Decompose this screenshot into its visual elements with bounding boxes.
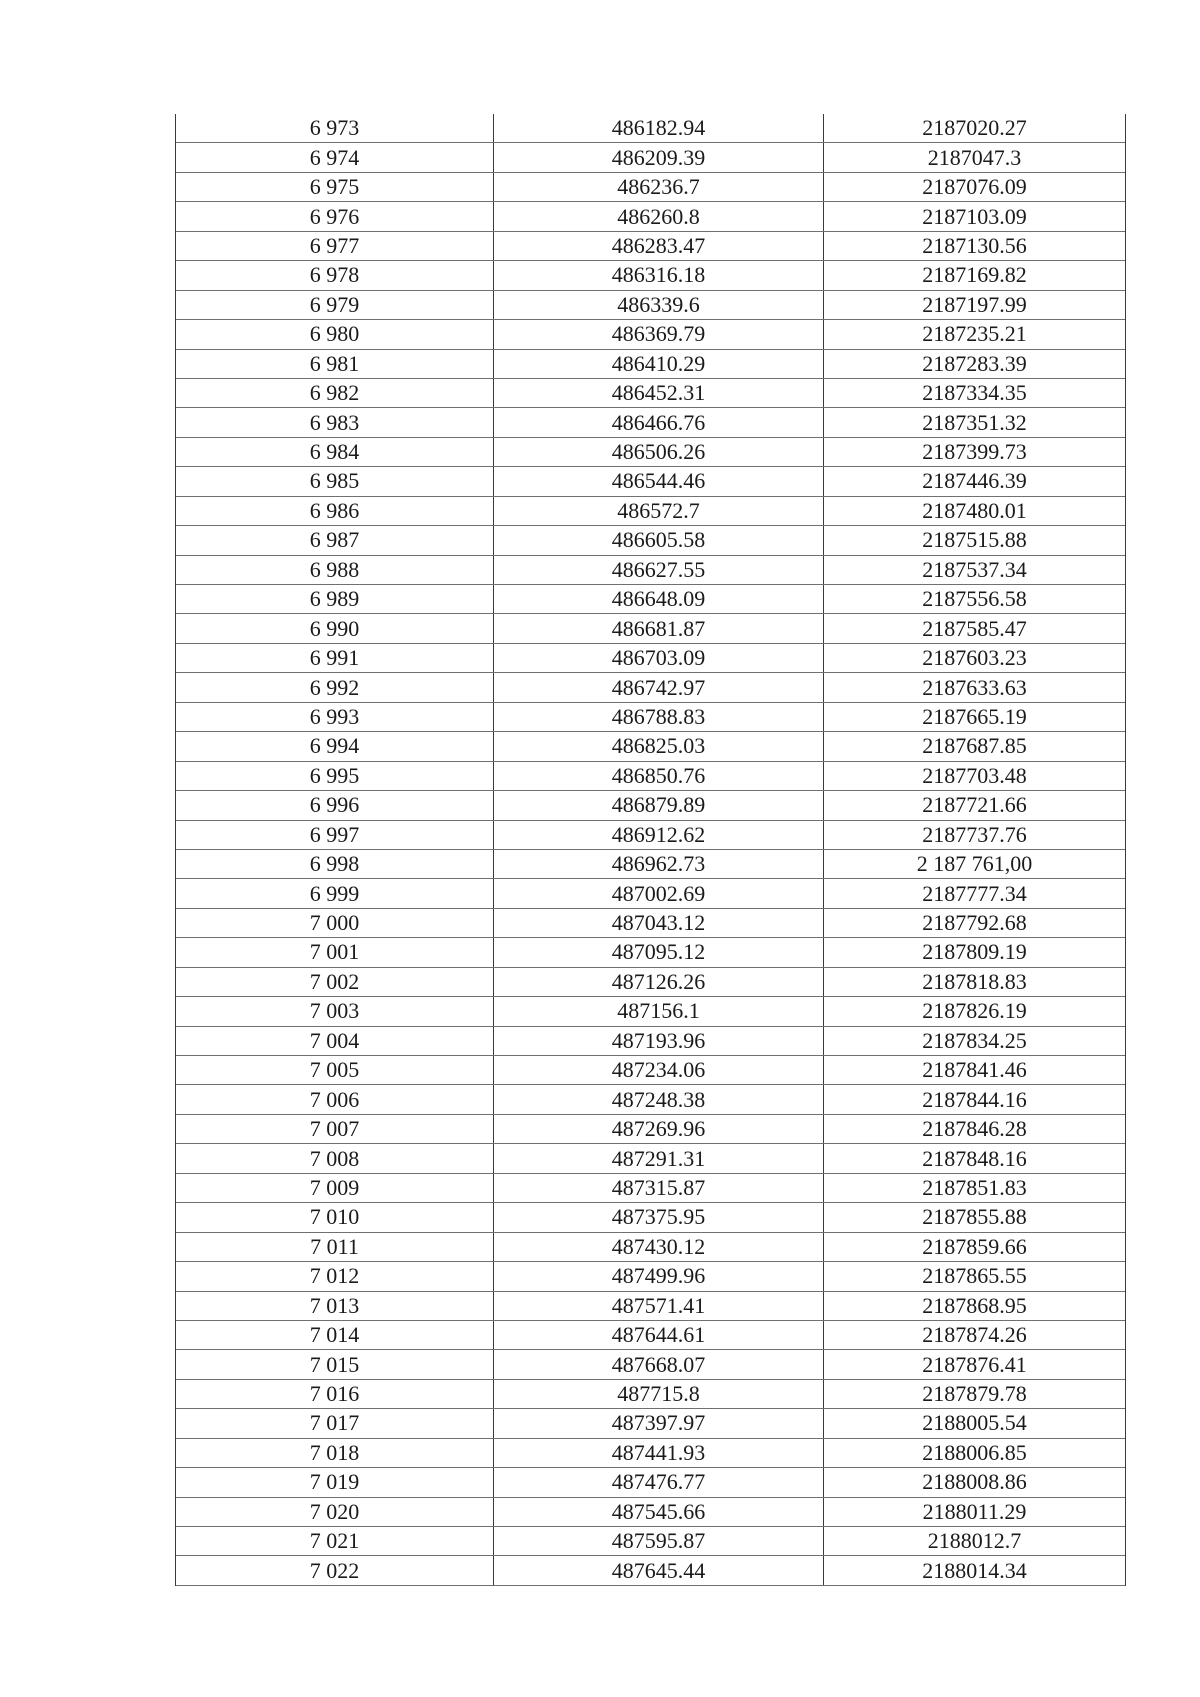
point-number-cell: 7 006 <box>176 1085 494 1113</box>
y-coordinate-cell: 2187283.39 <box>922 350 1027 376</box>
x-coordinate-cell: 486236.7 <box>494 173 824 201</box>
coordinate-table <box>175 114 1126 1586</box>
x-coordinate-cell: 486572.7 <box>494 497 824 525</box>
point-number-cell: 7 000 <box>176 909 494 937</box>
point-number-cell: 7 011 <box>176 1233 494 1261</box>
y-coordinate-cell: 2187818.83 <box>922 968 1027 994</box>
x-coordinate-cell: 486339.6 <box>494 291 824 319</box>
point-number-cell: 6 996 <box>176 791 494 819</box>
table-row <box>176 1527 1125 1556</box>
table-row <box>176 1262 1125 1291</box>
table-row <box>176 762 1125 791</box>
y-coordinate-cell: 2188008.86 <box>922 1469 1027 1495</box>
table-row <box>176 821 1125 850</box>
point-number-cell: 7 017 <box>176 1409 494 1437</box>
point-number-cell: 6 990 <box>176 614 494 642</box>
table-row <box>176 850 1125 879</box>
y-coordinate-cell: 2188005.54 <box>922 1410 1027 1436</box>
point-number-cell: 6 973 <box>176 114 494 142</box>
table-row <box>176 909 1125 938</box>
y-coordinate-cell: 2187480.01 <box>922 497 1027 523</box>
y-coordinate-cell: 2187633.63 <box>922 674 1027 700</box>
y-coordinate-cell: 2187197.99 <box>922 291 1027 317</box>
table-row <box>176 585 1125 614</box>
y-coordinate-cell: 2187834.25 <box>922 1027 1027 1053</box>
y-coordinate-cell: 2188012.7 <box>927 1528 1022 1554</box>
table-row <box>176 1144 1125 1173</box>
table-row <box>176 1203 1125 1232</box>
point-number-cell: 7 015 <box>176 1350 494 1378</box>
x-coordinate-cell: 487315.87 <box>494 1174 824 1202</box>
x-coordinate-cell: 487234.06 <box>494 1056 824 1084</box>
point-number-cell: 7 014 <box>176 1321 494 1349</box>
table-row <box>176 1468 1125 1497</box>
table-row <box>176 526 1125 555</box>
table-row <box>176 467 1125 496</box>
x-coordinate-cell: 487715.8 <box>494 1380 824 1408</box>
table-row <box>176 1409 1125 1438</box>
table-row <box>176 1027 1125 1056</box>
point-number-cell: 6 993 <box>176 703 494 731</box>
point-number-cell: 6 983 <box>176 408 494 436</box>
x-coordinate-cell: 486825.03 <box>494 732 824 760</box>
y-coordinate-cell: 2187879.78 <box>922 1381 1027 1407</box>
y-coordinate-cell: 2187848.16 <box>922 1145 1027 1171</box>
table-row <box>176 938 1125 967</box>
table-row <box>176 644 1125 673</box>
x-coordinate-cell: 487668.07 <box>494 1350 824 1378</box>
point-number-cell: 7 008 <box>176 1144 494 1172</box>
point-number-cell: 6 988 <box>176 556 494 584</box>
y-coordinate-cell: 2187846.28 <box>922 1116 1027 1142</box>
point-number-cell: 6 986 <box>176 497 494 525</box>
point-number-cell: 6 992 <box>176 673 494 701</box>
table-row <box>176 1439 1125 1468</box>
x-coordinate-cell: 486260.8 <box>494 202 824 230</box>
table-row <box>176 879 1125 908</box>
x-coordinate-cell: 486182.94 <box>494 114 824 142</box>
point-number-cell: 6 994 <box>176 732 494 760</box>
table-row <box>176 232 1125 261</box>
point-number-cell: 6 987 <box>176 526 494 554</box>
y-coordinate-cell: 2187844.16 <box>922 1086 1027 1112</box>
x-coordinate-cell: 487043.12 <box>494 909 824 937</box>
y-coordinate-cell: 2187809.19 <box>922 939 1027 965</box>
y-coordinate-cell: 2187868.95 <box>922 1292 1027 1318</box>
y-coordinate-cell: 2187515.88 <box>922 527 1027 553</box>
point-number-cell: 7 004 <box>176 1027 494 1055</box>
y-coordinate-cell: 2187865.55 <box>922 1263 1027 1289</box>
x-coordinate-cell: 486912.62 <box>494 821 824 849</box>
x-coordinate-cell: 486850.76 <box>494 762 824 790</box>
point-number-cell: 7 019 <box>176 1468 494 1496</box>
point-number-cell: 6 974 <box>176 143 494 171</box>
x-coordinate-cell: 487002.69 <box>494 879 824 907</box>
point-number-cell: 6 982 <box>176 379 494 407</box>
y-coordinate-cell: 2187585.47 <box>922 615 1027 641</box>
y-coordinate-cell: 2187537.34 <box>922 556 1027 582</box>
x-coordinate-cell: 486369.79 <box>494 320 824 348</box>
x-coordinate-cell: 486506.26 <box>494 438 824 466</box>
y-coordinate-cell: 2187399.73 <box>922 439 1027 465</box>
point-number-cell: 6 989 <box>176 585 494 613</box>
x-coordinate-cell: 487595.87 <box>494 1527 824 1555</box>
table-row <box>176 497 1125 526</box>
y-coordinate-cell: 2187103.09 <box>922 203 1027 229</box>
point-number-cell: 7 010 <box>176 1203 494 1231</box>
table-row <box>176 261 1125 290</box>
y-coordinate-cell: 2188011.29 <box>922 1498 1027 1524</box>
table-row <box>176 350 1125 379</box>
point-number-cell: 6 995 <box>176 762 494 790</box>
x-coordinate-cell: 487269.96 <box>494 1115 824 1143</box>
table-row <box>176 556 1125 585</box>
table-row <box>176 673 1125 702</box>
x-coordinate-cell: 487545.66 <box>494 1498 824 1526</box>
y-coordinate-cell: 2187703.48 <box>922 762 1027 788</box>
x-coordinate-cell: 486283.47 <box>494 232 824 260</box>
point-number-cell: 6 980 <box>176 320 494 348</box>
point-number-cell: 7 013 <box>176 1292 494 1320</box>
x-coordinate-cell: 486410.29 <box>494 350 824 378</box>
point-number-cell: 6 979 <box>176 291 494 319</box>
table-row <box>176 1556 1125 1585</box>
table-row <box>176 1085 1125 1114</box>
y-coordinate-cell: 2187737.76 <box>922 821 1027 847</box>
y-coordinate-cell: 2187076.09 <box>922 174 1027 200</box>
y-coordinate-cell: 2187721.66 <box>922 792 1027 818</box>
point-number-cell: 7 021 <box>176 1527 494 1555</box>
y-coordinate-cell: 2188006.85 <box>922 1439 1027 1465</box>
table-row <box>176 291 1125 320</box>
x-coordinate-cell: 486209.39 <box>494 143 824 171</box>
y-coordinate-cell: 2187665.19 <box>922 703 1027 729</box>
table-row <box>176 1056 1125 1085</box>
x-coordinate-cell: 486648.09 <box>494 585 824 613</box>
point-number-cell: 7 012 <box>176 1262 494 1290</box>
table-row <box>176 732 1125 761</box>
table-row <box>176 408 1125 437</box>
x-coordinate-cell: 486452.31 <box>494 379 824 407</box>
x-coordinate-cell: 487375.95 <box>494 1203 824 1231</box>
y-coordinate-cell: 2187687.85 <box>922 733 1027 759</box>
y-coordinate-cell: 2188014.34 <box>922 1557 1027 1583</box>
table-row <box>176 1233 1125 1262</box>
y-coordinate-cell: 2187334.35 <box>922 380 1027 406</box>
y-coordinate-cell: 2187777.34 <box>922 880 1027 906</box>
y-coordinate-cell: 2187351.32 <box>922 409 1027 435</box>
point-number-cell: 6 984 <box>176 438 494 466</box>
table-row <box>176 1498 1125 1527</box>
point-number-cell: 6 975 <box>176 173 494 201</box>
point-number-cell: 7 001 <box>176 938 494 966</box>
y-coordinate-cell: 2 187 761,00 <box>916 851 1033 877</box>
x-coordinate-cell: 487499.96 <box>494 1262 824 1290</box>
x-coordinate-cell: 487430.12 <box>494 1233 824 1261</box>
x-coordinate-cell: 487095.12 <box>494 938 824 966</box>
x-coordinate-cell: 486962.73 <box>494 850 824 878</box>
table-row <box>176 320 1125 349</box>
x-coordinate-cell: 486681.87 <box>494 614 824 642</box>
x-coordinate-cell: 486879.89 <box>494 791 824 819</box>
x-coordinate-cell: 487644.61 <box>494 1321 824 1349</box>
table-row <box>176 1321 1125 1350</box>
table-row <box>176 114 1125 143</box>
y-coordinate-cell: 2187446.39 <box>922 468 1027 494</box>
table-row <box>176 379 1125 408</box>
y-coordinate-cell: 2187841.46 <box>922 1057 1027 1083</box>
table-row <box>176 1174 1125 1203</box>
x-coordinate-cell: 486742.97 <box>494 673 824 701</box>
point-number-cell: 7 022 <box>176 1556 494 1584</box>
y-coordinate-cell: 2187826.19 <box>922 998 1027 1024</box>
y-coordinate-cell: 2187874.26 <box>922 1322 1027 1348</box>
table-row <box>176 202 1125 231</box>
x-coordinate-cell: 486627.55 <box>494 556 824 584</box>
x-coordinate-cell: 486788.83 <box>494 703 824 731</box>
table-row <box>176 1115 1125 1144</box>
table-row <box>176 703 1125 732</box>
point-number-cell: 6 997 <box>176 821 494 849</box>
point-number-cell: 7 016 <box>176 1380 494 1408</box>
y-coordinate-cell: 2187859.66 <box>922 1233 1027 1259</box>
x-coordinate-cell: 487476.77 <box>494 1468 824 1496</box>
y-coordinate-cell: 2187855.88 <box>922 1204 1027 1230</box>
point-number-cell: 7 002 <box>176 968 494 996</box>
table-row <box>176 173 1125 202</box>
x-coordinate-cell: 487645.44 <box>494 1556 824 1584</box>
point-number-cell: 7 009 <box>176 1174 494 1202</box>
point-number-cell: 6 985 <box>176 467 494 495</box>
y-coordinate-cell: 2187603.23 <box>922 645 1027 671</box>
y-coordinate-cell: 2187851.83 <box>922 1174 1027 1200</box>
x-coordinate-cell: 486544.46 <box>494 467 824 495</box>
x-coordinate-cell: 487397.97 <box>494 1409 824 1437</box>
x-coordinate-cell: 487571.41 <box>494 1292 824 1320</box>
point-number-cell: 7 020 <box>176 1498 494 1526</box>
y-coordinate-cell: 2187169.82 <box>922 262 1027 288</box>
y-coordinate-cell: 2187235.21 <box>922 321 1027 347</box>
point-number-cell: 7 018 <box>176 1439 494 1467</box>
point-number-cell: 6 991 <box>176 644 494 672</box>
x-coordinate-cell: 486466.76 <box>494 408 824 436</box>
y-coordinate-cell: 2187047.3 <box>927 144 1022 170</box>
x-coordinate-cell: 486605.58 <box>494 526 824 554</box>
point-number-cell: 6 999 <box>176 879 494 907</box>
y-coordinate-cell: 2187556.58 <box>922 586 1027 612</box>
point-number-cell: 7 005 <box>176 1056 494 1084</box>
x-coordinate-cell: 487126.26 <box>494 968 824 996</box>
y-coordinate-cell: 2187130.56 <box>922 232 1027 258</box>
table-row <box>176 1350 1125 1379</box>
y-coordinate-cell: 2187020.27 <box>922 115 1027 141</box>
table-row <box>176 1380 1125 1409</box>
point-number-cell: 6 981 <box>176 350 494 378</box>
table-row <box>176 143 1125 172</box>
table-row <box>176 968 1125 997</box>
y-coordinate-cell: 2187792.68 <box>922 910 1027 936</box>
point-number-cell: 6 978 <box>176 261 494 289</box>
point-number-cell: 6 977 <box>176 232 494 260</box>
point-number-cell: 6 976 <box>176 202 494 230</box>
x-coordinate-cell: 486703.09 <box>494 644 824 672</box>
x-coordinate-cell: 487156.1 <box>494 997 824 1025</box>
x-coordinate-cell: 487291.31 <box>494 1144 824 1172</box>
point-number-cell: 7 003 <box>176 997 494 1025</box>
table-row <box>176 791 1125 820</box>
x-coordinate-cell: 487248.38 <box>494 1085 824 1113</box>
table-row <box>176 614 1125 643</box>
table-row <box>176 438 1125 467</box>
point-number-cell: 7 007 <box>176 1115 494 1143</box>
x-coordinate-cell: 487193.96 <box>494 1027 824 1055</box>
x-coordinate-cell: 487441.93 <box>494 1439 824 1467</box>
table-row <box>176 1292 1125 1321</box>
point-number-cell: 6 998 <box>176 850 494 878</box>
table-row <box>176 997 1125 1026</box>
x-coordinate-cell: 486316.18 <box>494 261 824 289</box>
y-coordinate-cell: 2187876.41 <box>922 1351 1027 1377</box>
